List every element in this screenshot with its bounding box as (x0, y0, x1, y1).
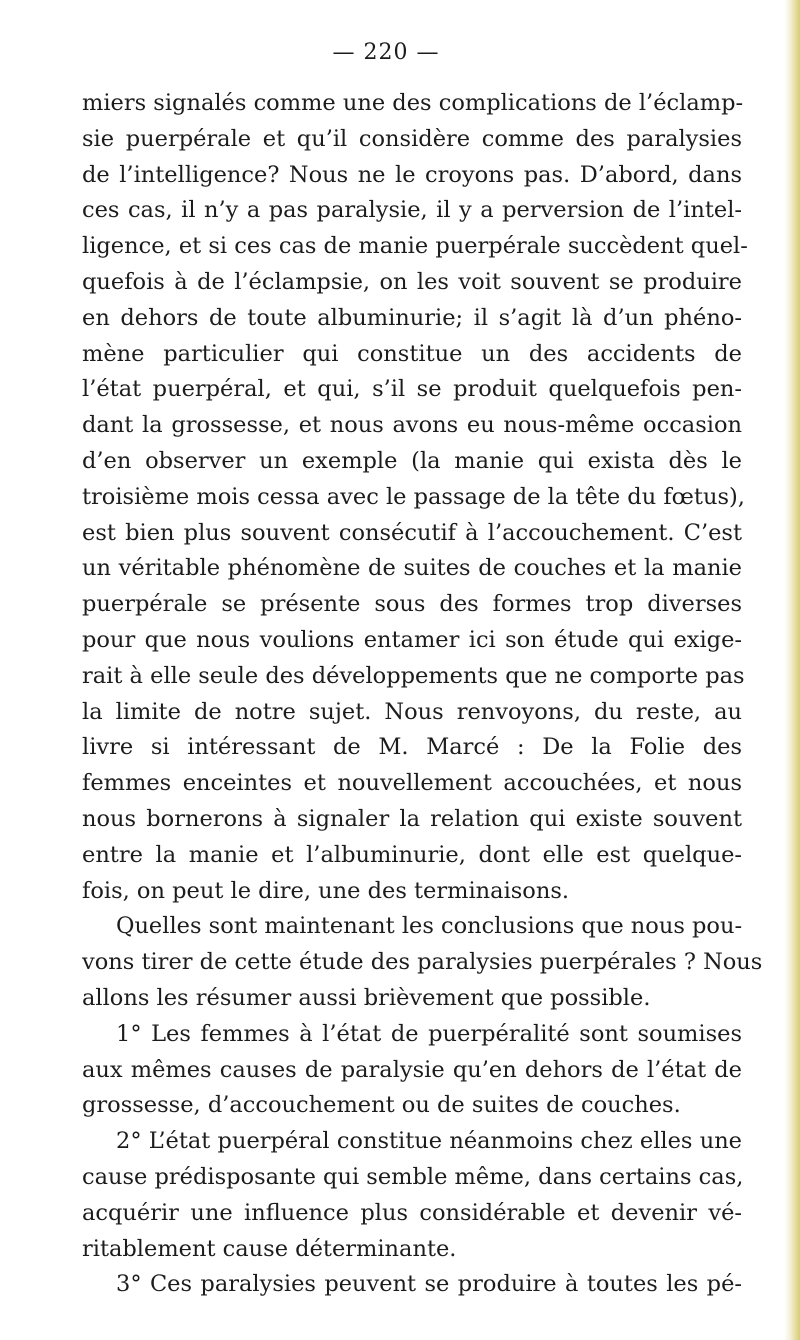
text-line: cause prédisposante qui semble même, dans certains cas, (82, 1163, 744, 1190)
body-text (82, 86, 763, 1303)
text-line: miers signalés comme une des complications de l’éclamp- (82, 90, 744, 116)
text-line: ritablement cause déterminante. (82, 1235, 457, 1262)
text-line: ligence, et si ces cas de manie puerpérale succèdent quel- (82, 233, 748, 260)
text-line: mène particulier qui constitue un des accidents de (82, 340, 742, 367)
text-line: de l’intelligence? Nous ne le croyons pas. D’abord, dans (82, 161, 742, 188)
text-line: femmes enceintes et nouvellement accouchées, et nous (82, 770, 742, 797)
text-line: dant la grossesse, et nous avons eu nous-même occasion (82, 412, 742, 439)
text-line: puerpérale se présente sous des formes trop diverses (82, 591, 742, 618)
text-line: en dehors de toute albuminurie; il s’agit là d’un phéno- (82, 304, 742, 331)
text-line: nous bornerons à signaler la relation qui existe souvent (82, 805, 742, 832)
text-line: Quelles sont maintenant les conclusions que nous pou- (116, 913, 743, 940)
text-line: 1° Les femmes à l’état de puerpéralité sont soumises (116, 1020, 742, 1047)
text-line: vons tirer de cette étude des paralysies puerpérales ? Nous (82, 949, 763, 976)
text-line: est bien plus souvent consécutif à l’accouchement. C’est (82, 519, 742, 546)
text-line: sie puerpérale et qu’il considère comme des paralysies (82, 125, 742, 152)
text-line: grossesse, d’accouchement ou de suites de couches. (82, 1092, 681, 1119)
text-line: ces cas, il n’y a pas paralysie, il y a perversion de l’intel- (82, 197, 742, 224)
page-edge-shadow (784, 0, 800, 1340)
text-line: 2° L’état puerpéral constitue néanmoins chez elles une (116, 1128, 742, 1155)
text-line: aux mêmes causes de paralysie qu’en dehors de l’état de (82, 1056, 742, 1083)
text-line: 3° Ces paralysies peuvent se produire à toutes les pé- (116, 1271, 742, 1298)
text-line: fois, on peut le dire, une des terminaisons. (82, 877, 570, 904)
text-line: entre la manie et l’albuminurie, dont elle est quelque- (82, 841, 742, 868)
text-line: l’état puerpéral, et qui, s’il se produit quelquefois pen- (82, 376, 742, 403)
page-number: — 220 — (332, 40, 440, 65)
text-line: allons les résumer aussi brièvement que possible. (82, 984, 651, 1011)
text-line: la limite de notre sujet. Nous renvoyons, du reste, au (82, 698, 742, 725)
text-line: troisième mois cessa avec le passage de la tête du fœtus), (82, 483, 745, 510)
text-line: un véritable phénomène de suites de couches et la manie (82, 555, 742, 582)
text-line: rait à elle seule des développements que ne comporte pas (82, 662, 745, 689)
text-line: d’en observer un exemple (la manie qui exista dès le (82, 447, 742, 474)
text-line: acquérir une influence plus considérable et devenir vé- (82, 1199, 742, 1226)
text-line: livre si intéressant de M. Marcé : De la Folie des (82, 734, 742, 761)
text-line: pour que nous voulions entamer ici son étude qui exige- (82, 626, 742, 653)
text-line: quefois à de l’éclampsie, on les voit souvent se produire (82, 268, 742, 295)
